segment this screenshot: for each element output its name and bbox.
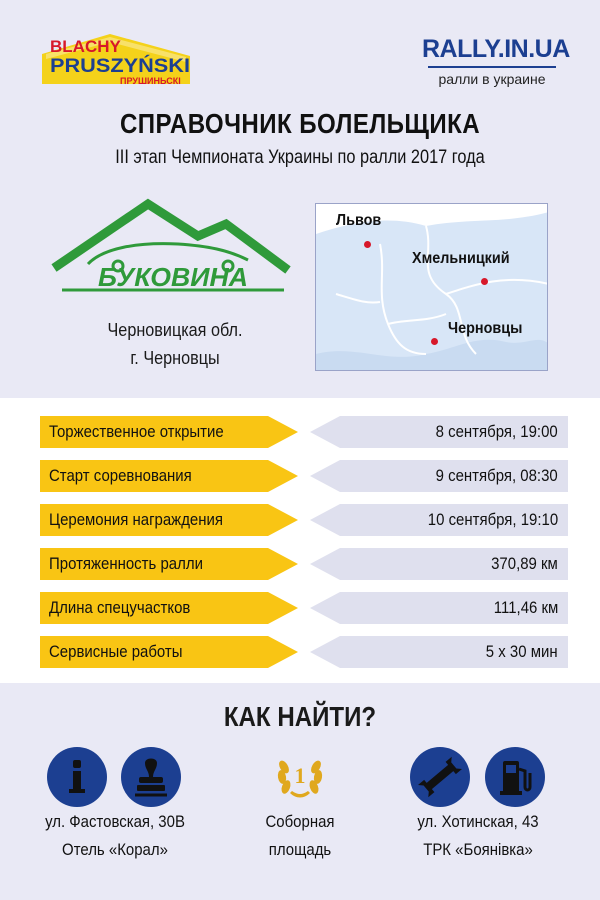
location-address bbox=[40, 808, 190, 864]
schedule-row-distance bbox=[40, 548, 568, 580]
schedule-label: Сервисные работы bbox=[49, 642, 183, 661]
schedule-value: 5 х 30 мин bbox=[486, 642, 558, 661]
city-name: г. Черновцы bbox=[130, 348, 220, 368]
location-street: Соборная bbox=[265, 812, 335, 831]
page-subtitle: III этап Чемпионата Украины по ралли 2017 года bbox=[115, 147, 485, 168]
city-marker-khmelnytskyi[interactable] bbox=[481, 278, 488, 285]
how-to-find-section bbox=[0, 683, 600, 900]
fuel-pump-icon[interactable] bbox=[485, 747, 545, 807]
schedule-value: 9 сентября, 08:30 bbox=[435, 466, 558, 485]
blachy-line1: BLACHY bbox=[50, 37, 121, 56]
city-label-chernivtsi: Черновцы bbox=[448, 320, 523, 337]
blachy-line3: ПРУШИНЬСКI bbox=[120, 76, 181, 86]
bukovina-rally-logo bbox=[48, 198, 298, 294]
location-place: площадь bbox=[268, 840, 332, 859]
schedule-row-service bbox=[40, 636, 568, 668]
schedule-label: Длина спецучастков bbox=[49, 598, 191, 617]
location-address bbox=[247, 808, 353, 864]
site-logo-divider bbox=[428, 66, 556, 68]
wrench-icon[interactable] bbox=[410, 747, 470, 807]
location-street: ул. Фастовская, 30В bbox=[45, 812, 185, 831]
blachy-logo-graphic bbox=[40, 32, 200, 94]
schedule-section bbox=[0, 398, 600, 683]
site-name: RALLY.IN.UA bbox=[422, 35, 570, 63]
schedule-label: Торжественное открытие bbox=[49, 422, 224, 441]
schedule-label: Старт соревнования bbox=[49, 466, 192, 485]
how-to-find-title: КАК НАЙТИ? bbox=[223, 701, 377, 732]
schedule-value: 370,89 км bbox=[491, 554, 558, 573]
rally-in-ua-logo[interactable] bbox=[422, 34, 570, 90]
event-location bbox=[72, 316, 279, 372]
location-place: ТРК «Боянівка» bbox=[423, 840, 533, 859]
schedule-label: Церемония награждения bbox=[49, 510, 223, 529]
stamp-icon[interactable] bbox=[121, 747, 181, 807]
city-marker-chernivtsi[interactable] bbox=[431, 338, 438, 345]
first-place-laurel-icon[interactable] bbox=[272, 747, 328, 803]
schedule-row-awards bbox=[40, 504, 568, 536]
svg-text:1: 1 bbox=[294, 763, 306, 788]
schedule-row-start bbox=[40, 460, 568, 492]
blachy-pruszynski-logo[interactable] bbox=[40, 32, 200, 94]
location-address bbox=[399, 808, 557, 864]
location-place: Отель «Корал» bbox=[62, 840, 168, 859]
site-tagline: ралли в украине bbox=[438, 71, 546, 87]
region-name: Черновицкая обл. bbox=[107, 320, 243, 340]
city-label-khmelnytskyi: Хмельницкий bbox=[412, 250, 510, 267]
info-icon[interactable] bbox=[47, 747, 107, 807]
bukovina-logo-text: БУКОВИНА bbox=[98, 262, 248, 292]
schedule-row-opening bbox=[40, 416, 568, 448]
schedule-label: Протяженность ралли bbox=[49, 554, 203, 573]
schedule-value: 8 сентября, 19:00 bbox=[435, 422, 558, 441]
blachy-line2: PRUSZYŃSKI bbox=[50, 56, 173, 77]
schedule-value: 10 сентября, 19:10 bbox=[427, 510, 558, 529]
city-label-lviv: Львов bbox=[336, 212, 382, 229]
city-marker-lviv[interactable] bbox=[364, 241, 371, 248]
mountain-icon bbox=[48, 198, 298, 294]
schedule-value: 111,46 км bbox=[493, 598, 558, 617]
schedule-row-special-stages bbox=[40, 592, 568, 624]
page-title: СПРАВОЧНИК БОЛЕЛЬЩИКА bbox=[119, 108, 481, 139]
region-map[interactable] bbox=[315, 203, 548, 371]
header-section bbox=[0, 0, 600, 398]
location-street: ул. Хотинская, 43 bbox=[417, 812, 539, 831]
